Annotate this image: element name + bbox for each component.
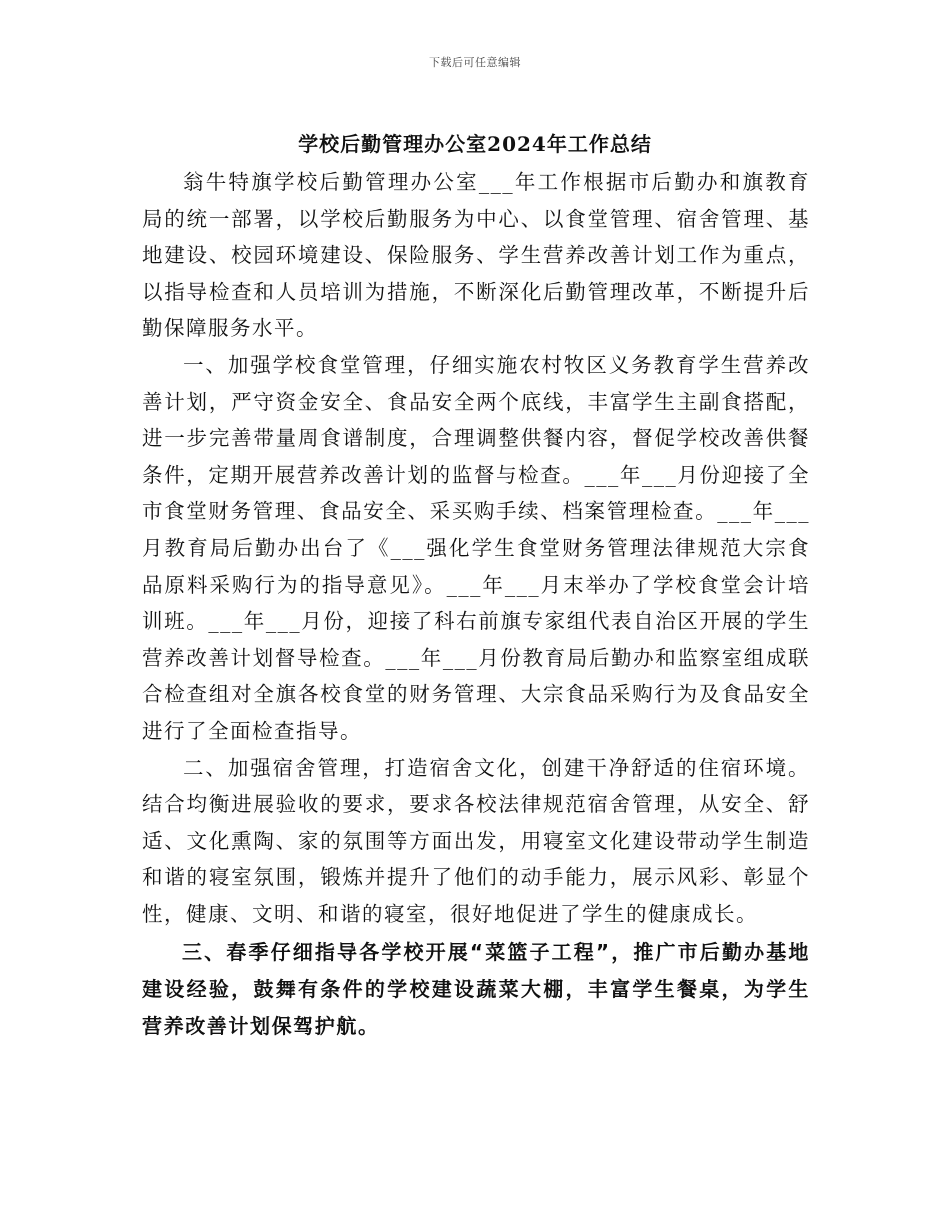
download-note: 下载后可任意编辑: [429, 56, 521, 69]
paragraph-dormitory: 二、加强宿舍管理，打造宿舍文化，创建干净舒适的住宿环境。结合均衡进展验收的要求，要求各校法律规范宿舍管理，从安全、舒适、文化熏陶、家的氛围等方面出发，用寝室文化建设带动学生制造和谐的寝室氛围，锻炼并提升了他们的动手能力，展示风彩、彰显个性，健康、文明、和谐的寝室，很好地促进了学生的健康成长。: [142, 755, 810, 926]
document-body: [142, 164, 810, 1045]
paragraph-intro: 翁牛特旗学校后勤管理办公室___年工作根据市后勤办和旗教育局的统一部署，以学校后勤服务为中心、以食堂管理、宿舍管理、基地建设、校园环境建设、保险服务、学生营养改善计划工作为重点，以指导检查和人员培训为措施，不断深化后勤管理改革，不断提升后勤保障服务水平。: [142, 170, 810, 341]
paragraph-canteen: 一、加强学校食堂管理，仔细实施农村牧区义务教育学生营养改善计划，严守资金安全、食品安全两个底线，丰富学生主副食搭配，进一步完善带量周食谱制度，合理调整供餐内容，督促学校改善供餐条件，定期开展营养改善计划的监督与检查。___年___月份迎接了全市食堂财务管理、食品安全、采买购手续、档案管理检查。___年___月教育局后勤办出台了《___强化学生食堂财务管理法律规范大宗食品原料采购行为的指导意见》。___年___月末举办了学校食堂会计培训班。___年___月份，迎接了科右前旗专家组代表自治区开展的学生营养改善计划督导检查。___年___月份教育局后勤办和监察室组成联合检查组对全旗各校食堂的财务管理、大宗食品采购行为及食品安全进行了全面检查指导。: [142, 352, 810, 743]
paragraph-vegetable-basket: 三、春季仔细指导各学校开展“菜篮子工程”，推广市后勤办基地建设经验，鼓舞有条件的学校建设蔬菜大棚，丰富学生餐桌，为学生营养改善计划保驾护航。: [142, 940, 810, 1039]
document-title: 学校后勤管理办公室2024年工作总结: [298, 132, 652, 156]
